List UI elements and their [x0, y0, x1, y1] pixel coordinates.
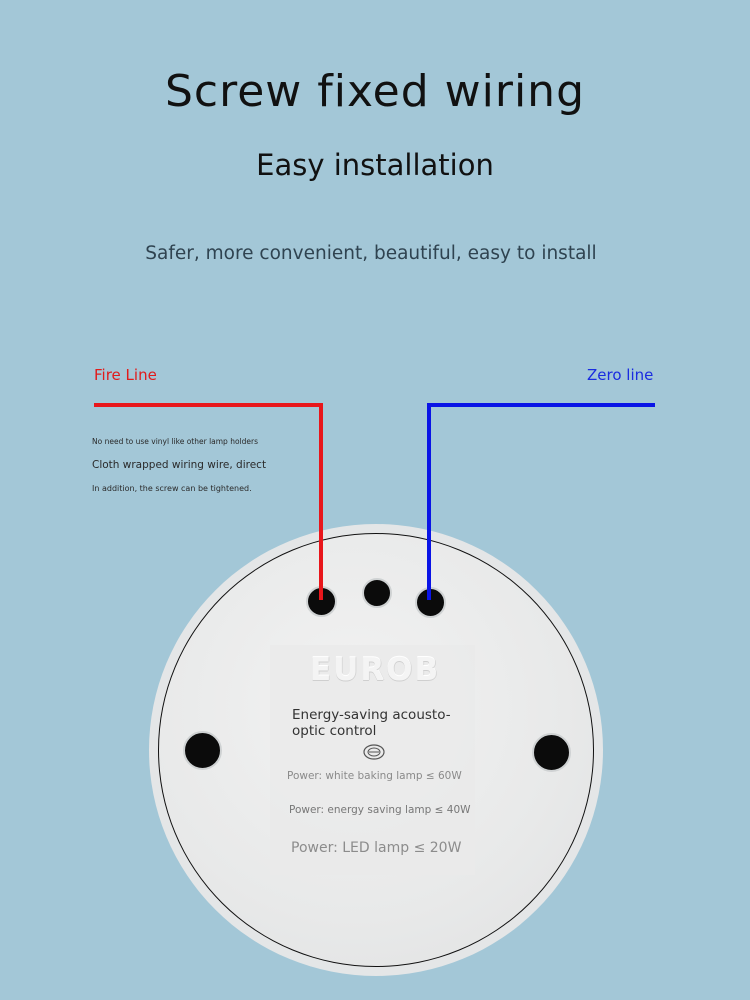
note-line-2: Cloth wrapped wiring wire, direct	[92, 459, 267, 471]
spec-energy-saving: Power: energy saving lamp ≤ 40W	[289, 804, 471, 816]
spec-led: Power: LED lamp ≤ 20W	[291, 840, 462, 856]
note-line-3: In addition, the screw can be tightened.	[92, 484, 252, 493]
spec-incandescent: Power: white baking lamp ≤ 60W	[287, 770, 462, 782]
zero-line-label: Zero line	[587, 366, 654, 384]
fire-wire	[94, 405, 321, 600]
page-subtitle: Easy installation	[256, 148, 494, 182]
page-title: Screw fixed wiring	[164, 66, 585, 117]
brand-logo: EUROB	[309, 652, 441, 688]
tagline: Safer, more convenient, beautiful, easy to install	[145, 243, 597, 264]
note-line-1: No need to use vinyl like other lamp holders	[92, 437, 258, 446]
product-name: Energy-saving acousto-optic control	[292, 707, 451, 739]
fire-line-label: Fire Line	[94, 366, 157, 384]
zero-wire	[429, 405, 655, 600]
